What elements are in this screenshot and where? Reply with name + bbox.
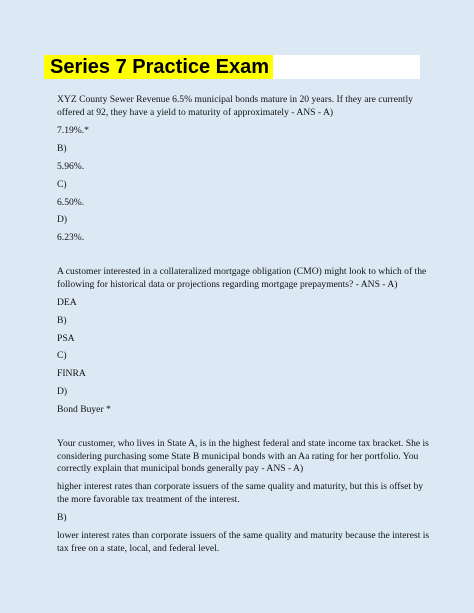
question-3-stem-line-3: correctly explain that municipal bonds generally pay - ANS - A)	[57, 463, 304, 474]
question-1-option-b: 5.96%.	[57, 161, 85, 172]
question-3-label-b: B)	[57, 512, 67, 523]
question-3-stem-line-2: considering purchasing some State B municipal bonds with an Aa rating for her portfolio. You	[57, 451, 419, 462]
question-3-stem-line-1: Your customer, who lives in State A, is in the highest federal and state income tax bracket. She is	[57, 438, 429, 449]
question-3-option-a-line-1: higher interest rates than corporate issuers of the same quality and maturity, but this is offset by	[57, 481, 424, 492]
question-3-option-b-line-1: lower interest rates than corporate issuers of the same quality and maturity because the interest is	[57, 530, 430, 541]
question-2-option-c: FINRA	[57, 368, 86, 379]
question-2-label-c: C)	[57, 350, 67, 361]
question-1-option-a: 7.19%.*	[57, 125, 89, 136]
question-2-label-b: B)	[57, 315, 67, 326]
question-1-stem-line-2: offered at 92, they have a yield to maturity of approximately - ANS - A)	[57, 107, 334, 118]
question-1-label-d: D)	[57, 214, 68, 225]
question-1-option-c: 6.50%.	[57, 197, 85, 208]
question-2-option-b: PSA	[57, 333, 75, 344]
question-3-option-b-line-2: tax free on a state, local, and federal level.	[57, 543, 220, 554]
question-2-stem-line-1: A customer interested in a collateralized mortgage obligation (CMO) might look to which of the	[57, 266, 427, 277]
question-3-option-a-line-2: the more favorable tax treatment of the interest.	[57, 494, 240, 505]
question-1-option-d: 6.23%.	[57, 232, 85, 243]
question-2-stem-line-2: following for historical data or projections regarding mortgage prepayments? - ANS - A)	[57, 279, 398, 290]
question-1-stem-line-1: XYZ County Sewer Revenue 6.5% municipal bonds mature in 20 years. If they are currently	[57, 94, 413, 105]
question-1-label-c: C)	[57, 179, 67, 190]
page-title: Series 7 Practice Exam	[44, 55, 273, 79]
question-2-option-d: Bond Buyer *	[57, 404, 111, 415]
question-2-label-d: D)	[57, 386, 68, 397]
question-1-label-b: B)	[57, 143, 67, 154]
question-2-option-a: DEA	[57, 297, 77, 308]
